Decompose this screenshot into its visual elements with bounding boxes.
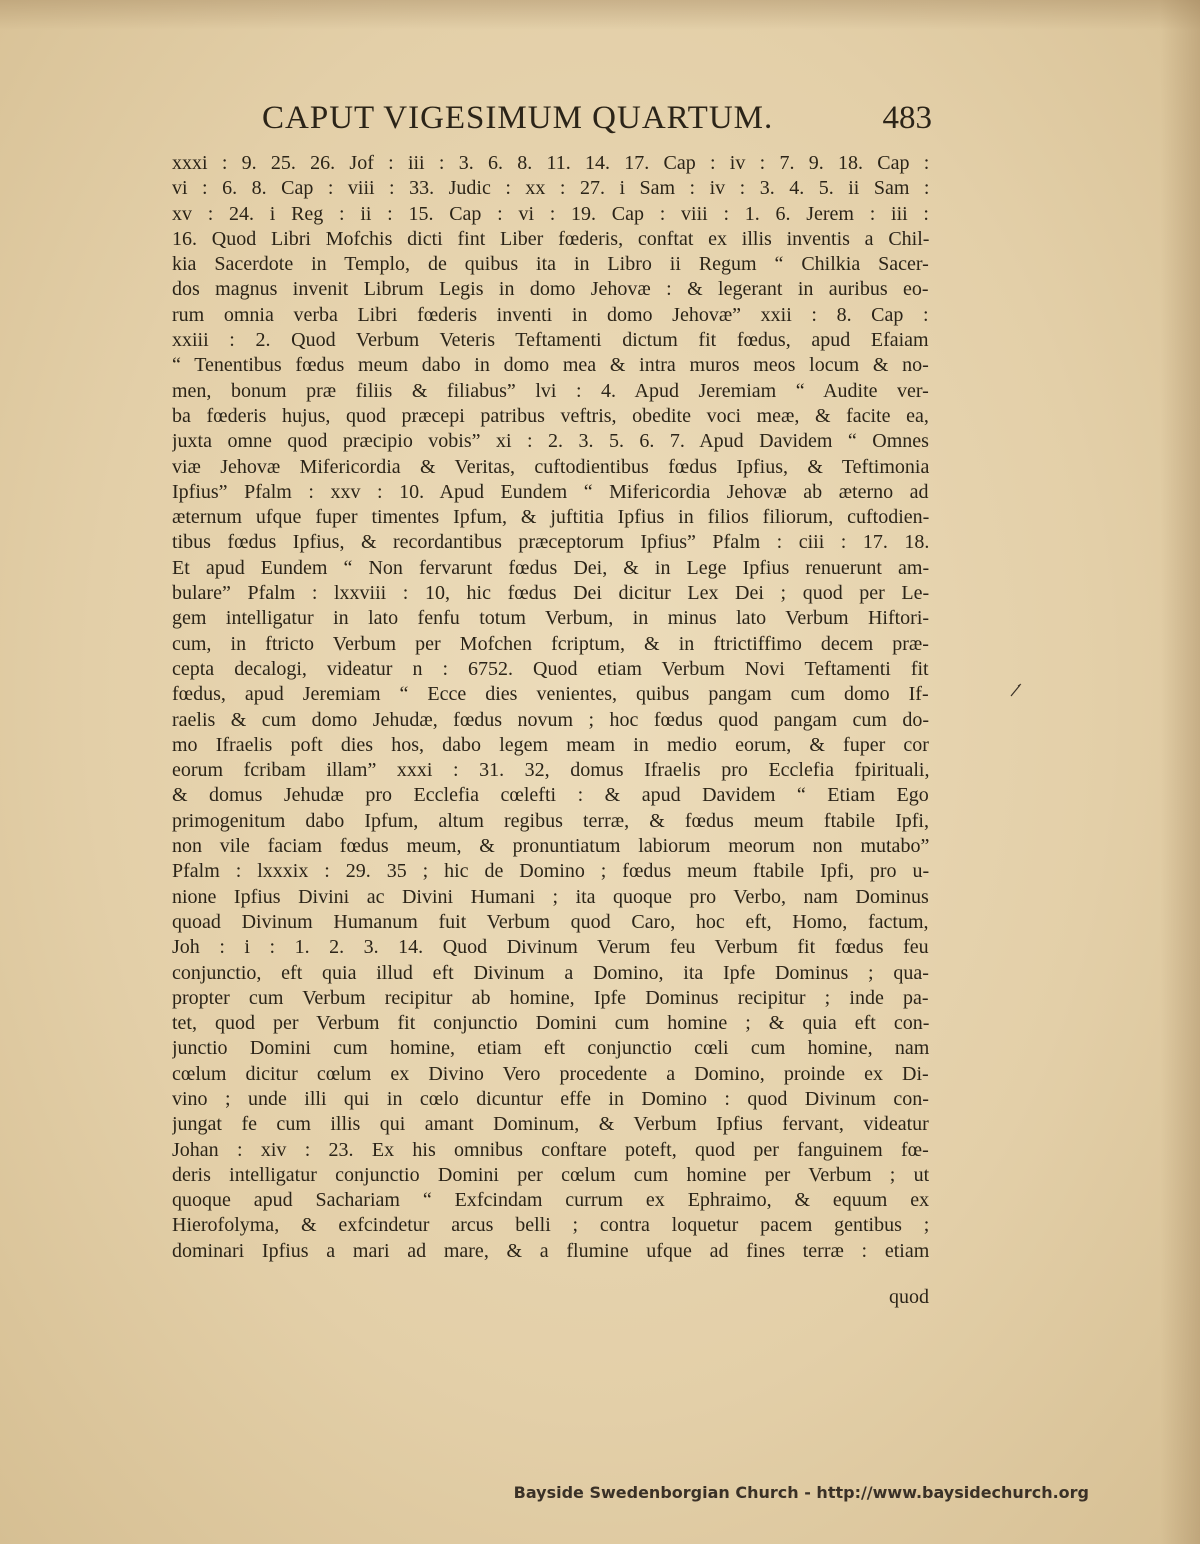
text-line: quoad Divinum Humanum fuit Verbum quod Caro, hoc eft, Homo, factum, xyxy=(172,910,929,933)
text-line: juxta omne quod præcipio vobis” xi : 2. 3. 5. 6. 7. Apud Davidem “ Omnes xyxy=(172,430,929,453)
text-line: vi : 6. 8. Cap : viii : 33. Judic : xx : 27. i Sam : iv : 3. 4. 5. ii Sam : xyxy=(172,177,929,200)
text-line: vino ; unde illi qui in cœlo dicuntur effe in Domino : quod Divinum con- xyxy=(172,1087,929,1110)
text-line: æternum ufque fuper timentes Ipfum, & juftitia Ipfius in filios filiorum, cuftodien- xyxy=(172,506,929,529)
page-number: 483 xyxy=(882,100,932,136)
text-line: “ Tenentibus fœdus meum dabo in domo mea & intra muros meos locum & no- xyxy=(172,354,929,377)
body-text xyxy=(172,151,932,1264)
footer-credit: Bayside Swedenborgian Church - http://www.baysidechurch.org xyxy=(513,1483,1089,1502)
text-line: tibus fœdus Ipfius, & recordantibus præceptorum Ipfius” Pfalm : ciii : 17. 18. xyxy=(172,531,929,554)
text-line: fœdus, apud Jeremiam “ Ecce dies venientes, quibus pangam cum domo If- xyxy=(172,683,929,706)
text-line: Pfalm : lxxxix : 29. 35 ; hic de Domino ; fœdus meum ftabile Ipfi, pro u- xyxy=(172,860,929,883)
text-line: men, bonum præ filiis & filiabus” lvi : 4. Apud Jeremiam “ Audite ver- xyxy=(172,379,929,402)
text-line: quoque apud Sachariam “ Exfcindam currum ex Ephraimo, & equum ex xyxy=(172,1189,929,1212)
text-line: gem intelligatur in lato fenfu totum Verbum, in minus lato Verbum Hiftori- xyxy=(172,607,929,630)
text-line: dos magnus invenit Librum Legis in domo Jehovæ : & legerant in auribus eo- xyxy=(172,278,929,301)
ink-mark-icon xyxy=(1008,682,1024,698)
text-line: cepta decalogi, videatur n : 6752. Quod etiam Verbum Novi Teftamenti fit xyxy=(172,657,929,680)
text-line: jungat fe cum illis qui amant Dominum, & Verbum Ipfius fervant, videatur xyxy=(172,1113,929,1136)
text-line: rum omnia verba Libri fœderis inventi in domo Jehovæ” xxii : 8. Cap : xyxy=(172,303,929,326)
text-line: primogenitum dabo Ipfum, altum regibus terræ, & fœdus meum ftabile Ipfi, xyxy=(172,809,929,832)
text-line: kia Sacerdote in Templo, de quibus ita in Libro ii Regum “ Chilkia Sacer- xyxy=(172,253,929,276)
text-line: tet, quod per Verbum fit conjunctio Domini cum homine ; & quia eft con- xyxy=(172,1012,929,1035)
text-line: junctio Domini cum homine, etiam eft conjunctio cœli cum homine, nam xyxy=(172,1037,929,1060)
text-line: deris intelligatur conjunctio Domini per cœlum cum homine per Verbum ; ut xyxy=(172,1163,929,1186)
text-line: raelis & cum domo Jehudæ, fœdus novum ; hoc fœdus quod pangam cum do- xyxy=(172,708,929,731)
text-line: xxxi : 9. 25. 26. Jof : iii : 3. 6. 8. 11. 14. 17. Cap : iv : 7. 9. 18. Cap : xyxy=(172,152,929,174)
text-line: Joh : i : 1. 2. 3. 14. Quod Divinum Verum feu Verbum fit fœdus feu xyxy=(172,936,929,959)
text-line: & domus Jehudæ pro Ecclefia cœlefti : & apud Davidem “ Etiam Ego xyxy=(172,784,929,807)
text-line: Ipfius” Pfalm : xxv : 10. Apud Eundem “ Mifericordia Jehovæ ab æterno ad xyxy=(172,480,929,503)
text-line: xv : 24. i Reg : ii : 15. Cap : vi : 19. Cap : viii : 1. 6. Jerem : iii : xyxy=(172,202,929,225)
page-top-shadow xyxy=(0,0,1200,30)
text-line: ba fœderis hujus, quod præcepi patribus veftris, obedite voci meæ, & facite ea, xyxy=(172,404,929,427)
text-line: Et apud Eundem “ Non fervarunt fœdus Dei, & in Lege Ipfius renuerunt am- xyxy=(172,556,929,579)
text-line: bulare” Pfalm : lxxviii : 10, hic fœdus Dei dicitur Lex Dei ; quod per Le- xyxy=(172,582,929,605)
text-line: non vile faciam fœdus meum, & pronuntiatum labiorum meorum non mutabo” xyxy=(172,835,929,858)
catchword: quod xyxy=(889,1286,929,1308)
text-line: conjunctio, eft quia illud eft Divinum a Domino, ita Ipfe Dominus ; qua- xyxy=(172,961,929,984)
text-line: cum, in ftricto Verbum per Mofchen fcriptum, & in ftrictiffimo decem præ- xyxy=(172,632,929,655)
text-line: propter cum Verbum recipitur ab homine, Ipfe Dominus recipitur ; inde pa- xyxy=(172,986,929,1009)
running-title: CAPUT VIGESIMUM QUARTUM. xyxy=(262,100,774,136)
text-line: cœlum dicitur cœlum ex Divino Vero procedente a Domino, proinde ex Di- xyxy=(172,1062,929,1085)
page-header xyxy=(262,100,932,150)
text-line: Hierofolyma, & exfcindetur arcus belli ; contra loquetur pacem gentibus ; xyxy=(172,1214,929,1237)
text-line: 16. Quod Libri Mofchis dicti fint Liber fœderis, conftat ex illis inventis a Chil- xyxy=(172,227,929,250)
text-line: nione Ipfius Divini ac Divini Humani ; ita quoque pro Verbo, nam Dominus xyxy=(172,885,929,908)
text-line: mo Ifraelis poft dies hos, dabo legem meam in medio eorum, & fuper cor xyxy=(172,733,929,756)
text-line: xxiii : 2. Quod Verbum Veteris Teftamenti dictum fit fœdus, apud Efaiam xyxy=(172,329,929,352)
text-line: Johan : xiv : 23. Ex his omnibus conftare poteft, quod per fanguinem fœ- xyxy=(172,1138,929,1161)
text-line: eorum fcribam illam” xxxi : 31. 32, domus Ifraelis pro Ecclefia fpirituali, xyxy=(172,759,929,782)
page-right-shadow xyxy=(1160,0,1200,1544)
text-line: dominari Ipfius a mari ad mare, & a flumine ufque ad fines terræ : etiam xyxy=(172,1239,929,1262)
text-line: viæ Jehovæ Mifericordia & Veritas, cuftodientibus fœdus Ipfius, & Teftimonia xyxy=(172,455,929,478)
